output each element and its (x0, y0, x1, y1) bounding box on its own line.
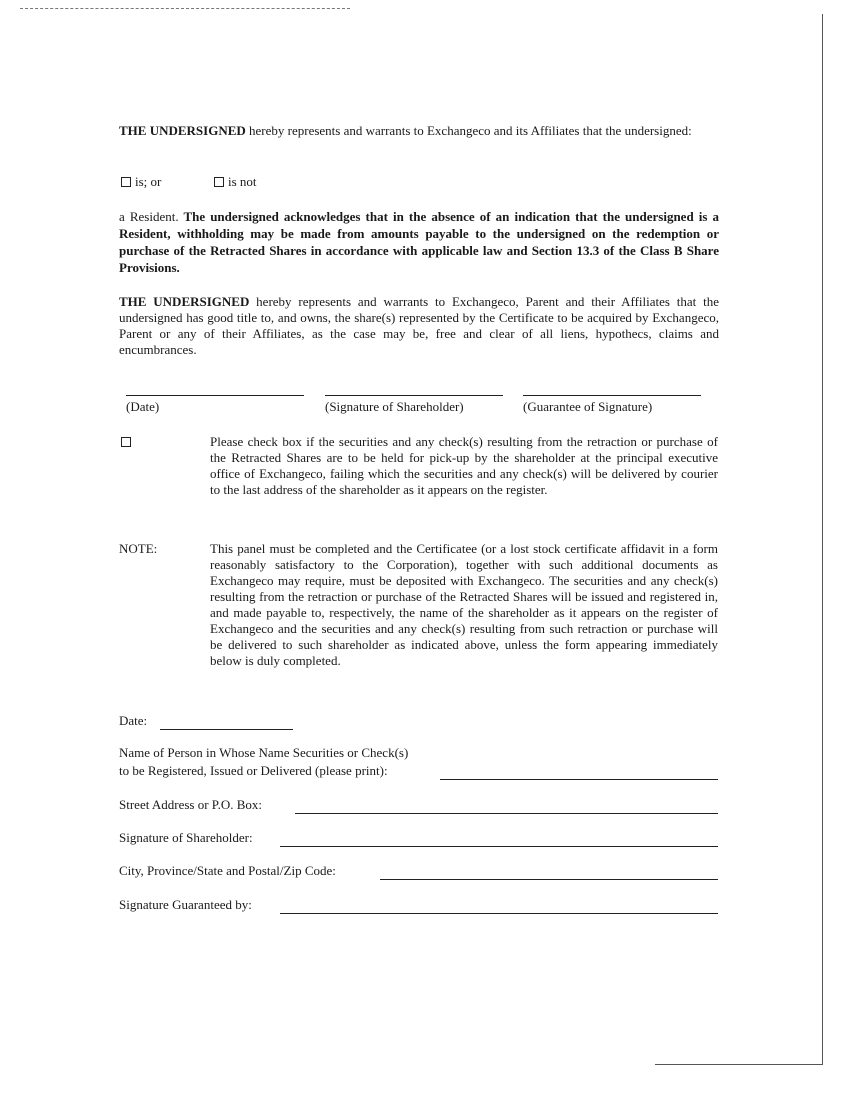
form-guaranteed-label: Signature Guaranteed by: (119, 897, 252, 912)
resident-is-checkbox[interactable] (121, 177, 131, 187)
pickup-checkbox[interactable] (121, 437, 131, 447)
representation-paragraph-2 (119, 294, 719, 358)
note-label: NOTE: (119, 541, 158, 556)
para1-lead: THE UNDERSIGNED (119, 123, 246, 138)
resident-is-label: is; or (135, 174, 162, 189)
para2-lead: a Resident. (119, 209, 179, 224)
guarantee-signature-caption: (Guarantee of Signature) (523, 399, 653, 414)
form-city-field[interactable] (380, 865, 718, 880)
resident-is-not-option[interactable] (214, 174, 257, 190)
form-street-field[interactable] (295, 799, 718, 814)
form-name-label-line1: Name of Person in Whose Name Securities or Check(s) (119, 745, 409, 760)
form-guaranteed-field[interactable] (280, 899, 718, 914)
scan-edge-bottom (655, 1064, 823, 1065)
resident-is-not-label: is not (228, 174, 257, 189)
note-text: This panel must be completed and the Certificatee (or a lost stock certificate affidavit in a form reasonably satisfactory to the Corporation), together with such additional documents as Exchangeco may require, must be deposited with Exchangeco. The securities and any check(s) resulting from the retraction or purchase of the Retracted Shares will be issued and registered in, and made payable to, respectively, the name of the shareholder as it appears on the register of Exchangeco and the securities and any check(s) resulting from such retraction or purchase will be delivered to such shareholder as indicated above, unless the form appearing immediately below is duly completed. (210, 541, 718, 668)
resident-is-option[interactable] (121, 174, 161, 190)
para1-text: hereby represents and warrants to Exchangeco and its Affiliates that the undersigned: (245, 123, 692, 138)
form-name-label-line2: to be Registered, Issued or Delivered (please print): (119, 763, 388, 778)
representation-paragraph-1 (119, 123, 719, 139)
para3-text: hereby represents and warrants to Exchangeco, Parent and their Affiliates that the undersigned has good title to, and owns, the share(s) represented by the Certificate to be acquired by Exchangeco, Parent or any of their Affiliates, as the case may be, free and clear of all liens, hypothecs, claims and encumbrances. (119, 294, 719, 357)
resident-is-not-checkbox[interactable] (214, 177, 224, 187)
guarantee-signature-line[interactable] (523, 395, 701, 396)
para2-bold: The undersigned acknowledges that in the absence of an indication that the undersigned is a Resident, withholding may be made from amounts payable to the undersigned on the redemption or purchase of the Retracted Shares in accordance with applicable law and Section 13.3 of the Class B Share Provisions. (119, 209, 719, 275)
shareholder-signature-caption: (Signature of Shareholder) (325, 399, 464, 414)
form-street-label: Street Address or P.O. Box: (119, 797, 262, 812)
shareholder-signature-line[interactable] (325, 395, 503, 396)
form-city-label: City, Province/State and Postal/Zip Code: (119, 863, 336, 878)
scan-edge-top (20, 8, 350, 10)
date-signature-line[interactable] (126, 395, 304, 396)
form-signature-field[interactable] (280, 832, 718, 847)
form-signature-label: Signature of Shareholder: (119, 830, 253, 845)
para3-lead: THE UNDERSIGNED (119, 294, 250, 309)
date-caption: (Date) (126, 399, 160, 414)
scan-edge-right (822, 14, 823, 1064)
pickup-instructions: Please check box if the securities and any check(s) resulting from the retraction or purchase of the Retracted Shares are to be held for pick-up by the shareholder at the principal executive office of Exchangeco, failing which the securities and any check(s) will be delivered by courier to the last address of the shareholder as it appears on the register. (210, 434, 718, 497)
resident-acknowledgement-paragraph (119, 208, 719, 276)
form-date-label: Date: (119, 713, 148, 728)
form-name-field[interactable] (440, 765, 718, 780)
form-date-field[interactable] (160, 715, 293, 730)
pickup-option[interactable] (121, 434, 135, 450)
